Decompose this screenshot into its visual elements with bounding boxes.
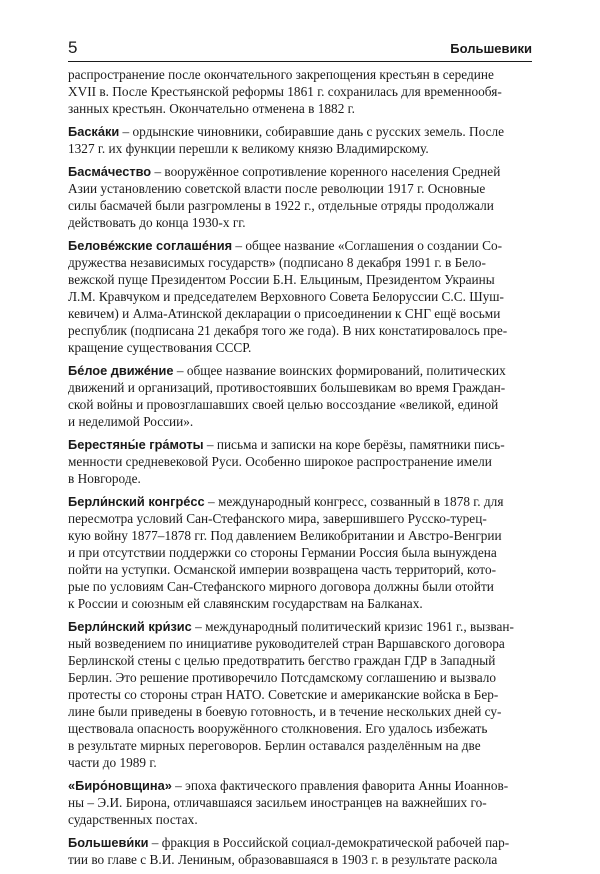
entry-line bbox=[68, 254, 532, 271]
entry-line bbox=[68, 379, 532, 396]
entry-line bbox=[68, 396, 532, 413]
entry-term: Большеви́ки bbox=[68, 835, 149, 850]
entry-text: к России и союзным ей славянским государствам на Балканах. bbox=[68, 596, 423, 611]
entry-line bbox=[68, 618, 532, 635]
entry-text: ской войны и провозглашавших своей целью воссоздание «великой, единой bbox=[68, 397, 499, 412]
entry-line bbox=[68, 652, 532, 669]
entry-text: части до 1989 г. bbox=[68, 755, 157, 770]
entry-text: рые по условиям Сан-Стефанского мирного договора должны были отойти bbox=[68, 579, 494, 594]
entry-line bbox=[68, 362, 532, 379]
entry-text: кевичем) и Алма-Атинской декларации о присоединении к СНГ ещё восьми bbox=[68, 306, 501, 321]
entry-line bbox=[68, 237, 532, 254]
entry-line bbox=[68, 578, 532, 595]
entry-text: XVII в. После Крестьянской реформы 1861 г. сохранилась для временнообя- bbox=[68, 84, 502, 99]
entry-line bbox=[68, 834, 532, 851]
entry-text: – международный политический кризис 1961 г., вызван- bbox=[191, 619, 514, 634]
entry-text: – общее название «Соглашения о создании Со- bbox=[232, 238, 503, 253]
entry-text: вежской пуще Президентом России Б.Н. Ельциным, Президентом Украины bbox=[68, 272, 495, 287]
entry-text: – вооружённое сопротивление коренного населения Средней bbox=[151, 164, 501, 179]
entry-text: распространение после окончательного закрепощения крестьян в середине bbox=[68, 67, 494, 82]
entry-line bbox=[68, 413, 532, 430]
entry-text: кращение существования СССР. bbox=[68, 340, 252, 355]
entry-text: – письма и записки на коре берёзы, памятники пись- bbox=[203, 437, 505, 452]
entry-line bbox=[68, 777, 532, 794]
entry-line bbox=[68, 453, 532, 470]
entry-term: Берли́нский кри́зис bbox=[68, 619, 192, 634]
entry-line bbox=[68, 288, 532, 305]
entry-term: Басма́чество bbox=[68, 164, 152, 179]
entry-text: – ордынские чиновники, собиравшие дань с русских земель. После bbox=[119, 124, 505, 139]
entry-line bbox=[68, 140, 532, 157]
entry-line bbox=[68, 510, 532, 527]
running-head: Большевики bbox=[450, 41, 532, 56]
entry-line bbox=[68, 305, 532, 322]
entry-line bbox=[68, 470, 532, 487]
page-number: 5 bbox=[68, 38, 78, 57]
glossary-entry bbox=[68, 237, 532, 356]
entry-line bbox=[68, 322, 532, 339]
entry-text: протесты со стороны стран НАТО. Советские и американские войска в Бер- bbox=[68, 687, 499, 702]
entry-text: ны – Э.И. Бирона, отличавшаяся засильем иностранцев на важнейших го- bbox=[68, 795, 487, 810]
glossary-entry bbox=[68, 777, 532, 828]
entry-text: пересмотра условий Сан-Стефанского мира, завершившего Русско-турец- bbox=[68, 511, 487, 526]
entry-text: лине были приведены в боевую готовность, и в течение нескольких дней су- bbox=[68, 704, 502, 719]
entry-text: республик (подписана 21 декабря того же года). В них констатировалось пре- bbox=[68, 323, 508, 338]
entry-text: в Новгороде. bbox=[68, 471, 141, 486]
glossary-entry bbox=[68, 163, 532, 231]
glossary-entry bbox=[68, 123, 532, 157]
entry-text: Берлинской стены с целью предотвратить бегство граждан ГДР в Западный bbox=[68, 653, 496, 668]
entry-line bbox=[68, 737, 532, 754]
entry-line bbox=[68, 100, 532, 117]
entry-text: тии во главе с В.И. Лениным, образовавшаяся в 1903 г. в результате раскола bbox=[68, 852, 498, 867]
entry-line bbox=[68, 811, 532, 828]
glossary-entry bbox=[68, 436, 532, 487]
entry-text: движений и организаций, противостоявших большевикам во время Граждан- bbox=[68, 380, 506, 395]
entry-line bbox=[68, 527, 532, 544]
entry-term: «Биро́новщина» bbox=[68, 778, 172, 793]
entry-line bbox=[68, 635, 532, 652]
entry-text: – международный конгресс, созванный в 1878 г. для bbox=[204, 494, 504, 509]
entry-line bbox=[68, 754, 532, 771]
entry-line bbox=[68, 271, 532, 288]
glossary-entry bbox=[68, 362, 532, 430]
entry-line bbox=[68, 197, 532, 214]
glossary-entry bbox=[68, 618, 532, 771]
entry-line bbox=[68, 851, 532, 868]
entry-line bbox=[68, 163, 532, 180]
entry-line bbox=[68, 595, 532, 612]
entry-line bbox=[68, 669, 532, 686]
entry-text: занных крестьян. Окончательно отменена в 1882 г. bbox=[68, 101, 355, 116]
entry-term: Баска́ки bbox=[68, 124, 120, 139]
entry-text: силы басмачей были разгромлены в 1922 г., отдельные отряды продолжали bbox=[68, 198, 494, 213]
entry-text: в результате мирных переговоров. Берлин оставался разделённым на две bbox=[68, 738, 481, 753]
page-header bbox=[68, 38, 532, 60]
entry-text: Азии установлению советской власти после революции 1917 г. Основные bbox=[68, 181, 486, 196]
entry-text: пойти на уступки. Османской империи возвращена часть территорий, кото- bbox=[68, 562, 497, 577]
entry-text: – фракция в Российской социал-демократической рабочей пар- bbox=[148, 835, 510, 850]
entry-term: Бéлое движéние bbox=[68, 363, 174, 378]
entry-text: менности средневековой Руси. Особенно широкое распространение имели bbox=[68, 454, 492, 469]
entry-line bbox=[68, 493, 532, 510]
entry-line bbox=[68, 686, 532, 703]
entry-text: и неделимой России». bbox=[68, 414, 194, 429]
glossary-entries bbox=[68, 66, 532, 874]
entry-term: Берестяны́е гра́моты bbox=[68, 437, 204, 452]
glossary-entry bbox=[68, 66, 532, 117]
glossary-entry bbox=[68, 834, 532, 868]
entry-text: – общее название воинских формирований, политических bbox=[173, 363, 506, 378]
entry-text: Берлин. Это решение противоречило Потсдамскому соглашению и вызвало bbox=[68, 670, 496, 685]
entry-text: действовать до конца 1930-х гг. bbox=[68, 215, 246, 230]
entry-line bbox=[68, 561, 532, 578]
entry-text: ный возведением по инициативе руководителей стран Варшавского договора bbox=[68, 636, 505, 651]
entry-text: 1327 г. их функции перешли к великому князю Владимирскому. bbox=[68, 141, 429, 156]
entry-line bbox=[68, 180, 532, 197]
entry-term: Берли́нский конгрéсс bbox=[68, 494, 205, 509]
glossary-entry bbox=[68, 493, 532, 612]
entry-text: дружества независимых государств» (подписано 8 декабря 1991 г. в Бело- bbox=[68, 255, 486, 270]
entry-line bbox=[68, 339, 532, 356]
entry-line bbox=[68, 214, 532, 231]
entry-text: ществовала опасность вооружённого столкновения. Его удалось избежать bbox=[68, 721, 488, 736]
entry-text: Л.М. Кравчуком и председателем Верховного Совета Белоруссии С.С. Шуш- bbox=[68, 289, 504, 304]
entry-text: и при отсутствии поддержки со стороны Германии Россия была вынуждена bbox=[68, 545, 497, 560]
entry-text: – эпоха фактического правления фаворита Анны Иоаннов- bbox=[171, 778, 509, 793]
header-rule bbox=[68, 61, 532, 62]
entry-line bbox=[68, 720, 532, 737]
entry-line bbox=[68, 66, 532, 83]
entry-line bbox=[68, 83, 532, 100]
entry-line bbox=[68, 703, 532, 720]
entry-line bbox=[68, 436, 532, 453]
entry-text: кую войну 1877–1878 гг. Под давлением Великобритании и Австро-Венгрии bbox=[68, 528, 502, 543]
entry-text: сударственных постах. bbox=[68, 812, 198, 827]
entry-line bbox=[68, 544, 532, 561]
entry-line bbox=[68, 794, 532, 811]
entry-term: Беловéжские соглашéния bbox=[68, 238, 233, 253]
entry-line bbox=[68, 123, 532, 140]
